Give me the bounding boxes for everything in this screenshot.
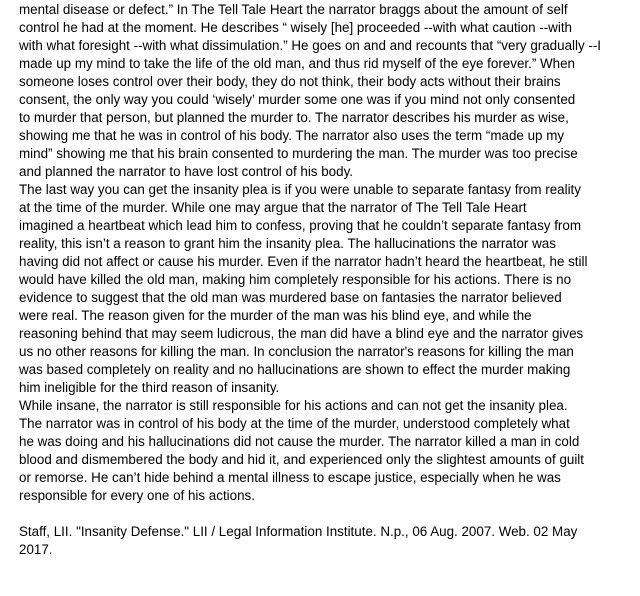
text-line: made up my mind to take the life of the old man, and thus rid myself of the eye forever.” When <box>19 56 575 71</box>
text-line: was based completely on reality and no hallucinations are shown to effect the murder making <box>19 362 571 377</box>
document-body <box>19 1 631 559</box>
text-line: someone loses control over their body, they do not think, their body acts without their brains <box>19 74 561 89</box>
text-line: were real. The reason given for the murder of the man was his blind eye, and while the <box>19 308 532 323</box>
text-line: or remorse. He can’t hide behind a mental illness to escape justice, especially when he was <box>19 470 561 485</box>
text-line: The narrator was in control of his body at the time of the murder, understood completely what <box>19 416 570 431</box>
citation <box>19 523 631 559</box>
text-line: blood and dismembered the body and hid it, and experienced only the slightest amounts of guilt <box>19 452 585 467</box>
text-line: to murder that person, but planned the murder to. The narrator describes his murder as wise, <box>19 110 569 125</box>
citation-line: Staff, LII. "Insanity Defense." LII / Legal Information Institute. N.p., 06 Aug. 2007. Web. 02 May <box>19 524 578 539</box>
text-line: The last way you can get the insanity plea is if you were unable to separate fantasy from reality <box>19 182 581 197</box>
text-line: us no other reasons for killing the man. In conclusion the narrator's reasons for killing the man <box>19 344 574 359</box>
text-line: having did not affect or cause his murder. Even if the narrator hadn’t heard the heartbeat, he still <box>19 254 588 269</box>
text-line: control he had at the moment. He describes “ wisely [he] proceeded --with what caution --with <box>19 20 572 35</box>
text-line: reasoning behind that may seem ludicrous, the man did have a blind eye and the narrator gives <box>19 326 584 341</box>
text-line: evidence to suggest that the old man was murdered base on fantasies the narrator believed <box>19 290 562 305</box>
text-line: mental disease or defect.” In The Tell Tale Heart the narrator braggs about the amount of self <box>19 2 568 17</box>
citation-line: 2017. <box>19 542 53 557</box>
text-line: mind” showing me that his brain consented to murdering the man. The murder was too precise <box>19 146 578 161</box>
text-line: imagined a heartbeat which lead him to confess, proving that he couldn’t separate fantasy from <box>19 218 581 233</box>
text-line: showing me that he was in control of his body. The narrator also uses the term “made up my <box>19 128 565 143</box>
text-line: responsible for every one of his actions. <box>19 488 255 503</box>
text-line: would have killed the old man, making him completely responsible for his actions. There is no <box>19 272 572 287</box>
paragraph-1 <box>19 1 631 181</box>
text-line: at the time of the murder. While one may argue that the narrator of The Tell Tale Heart <box>19 200 527 215</box>
paragraph-2 <box>19 181 631 397</box>
text-line: him ineligible for the third reason of insanity. <box>19 380 280 395</box>
text-line: consent, the only way you could ‘wisely’ murder some one was if you mind not only consented <box>19 92 576 107</box>
text-line: and planned the narrator to have lost control of his body. <box>19 164 353 179</box>
text-line: reality, this isn’t a reason to grant him the insanity plea. The hallucinations the narrator was <box>19 236 556 251</box>
paragraph-3 <box>19 397 631 505</box>
text-line: While insane, the narrator is still responsible for his actions and can not get the insanity plea. <box>19 398 568 413</box>
blank-line <box>19 505 631 523</box>
text-line: with what foresight --with what dissimulation.” He goes on and and recounts that “very gradually --I <box>19 38 602 53</box>
text-line: he was doing and his hallucinations did not cause the murder. The narrator killed a man in cold <box>19 434 580 449</box>
